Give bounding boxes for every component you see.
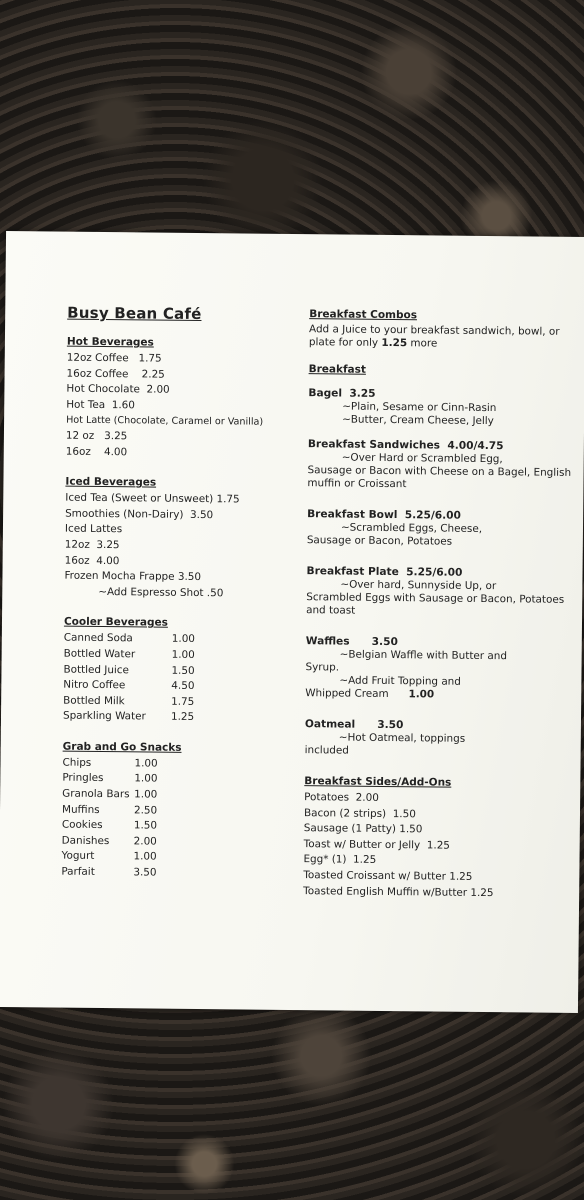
item-price: 3.50: [377, 718, 404, 732]
menu-line: Hot Latte (Chocolate, Caramel or Vanilla): [66, 414, 264, 429]
item-description: ~Hot Oatmeal, toppings: [338, 731, 466, 745]
item-price: 5.25/6.00: [406, 566, 463, 579]
menu-line: 12oz Coffee 1.75: [66, 351, 162, 365]
menu-line: Egg* (1) 1.25: [303, 853, 377, 867]
item-price: 1.00: [134, 757, 158, 770]
item-description: Scrambled Eggs with Sausage or Bacon, Potatoes and toast: [306, 591, 565, 617]
item-price: 4.00/4.75: [447, 439, 504, 453]
item-name: Breakfast Plate: [306, 565, 399, 579]
item-name: Oatmeal: [304, 718, 356, 731]
item-description: ~Belgian Waffle with Butter and: [339, 648, 508, 663]
item-price: 1.00: [133, 850, 157, 864]
menu-line: 16oz 4.00: [65, 445, 128, 458]
item-price: 2.00: [133, 835, 157, 848]
item-description: ~Scrambled Eggs, Cheese,: [340, 521, 483, 535]
item-description: ~Over hard, Sunnyside Up, or: [340, 578, 497, 593]
addon-text: Whipped Cream: [305, 687, 389, 701]
breakfast-sides-heading: Breakfast Sides/Add-Ons: [304, 775, 452, 789]
menu-line: Toast w/ Butter or Jelly 1.25: [303, 837, 451, 852]
menu-line: Frozen Mocha Frappe 3.50: [64, 569, 202, 584]
menu-line: Potatoes 2.00: [304, 791, 379, 804]
breakfast-heading: Breakfast: [308, 363, 367, 376]
item-name: Sparkling Water: [62, 709, 146, 723]
item-price: 3.25: [349, 387, 376, 400]
item-description: ~Butter, Cream Cheese, Jelly: [342, 413, 494, 428]
menu-line: Toasted Croissant w/ Butter 1.25: [303, 869, 473, 883]
menu-line: 12oz 3.25: [64, 538, 120, 552]
item-price: 5.25/6.00: [404, 509, 461, 522]
item-name: Nitro Coffee: [63, 678, 126, 692]
combos-text: [309, 323, 579, 352]
menu-line: Sausage (1 Patty) 1.50: [303, 822, 423, 836]
breakfast-combos-heading: Breakfast Combos: [309, 308, 418, 322]
combos-description: Add a Juice to your breakfast sandwich, bowl, or plate for only: [308, 323, 560, 349]
item-price: 1.75: [171, 695, 195, 708]
menu-line: Smoothies (Non-Dairy) 3.50: [65, 507, 214, 521]
iced-beverages-heading: Iced Beverages: [65, 475, 157, 489]
cooler-beverages-heading: Cooler Beverages: [63, 615, 168, 630]
menu-line: Iced Lattes: [64, 522, 123, 536]
item-name: Granola Bars: [62, 787, 130, 801]
item-addon: ~Add Fruit Topping and: [339, 674, 461, 688]
menu-line: 12 oz 3.25: [65, 429, 128, 443]
addon-price: 1.00: [408, 688, 435, 701]
combos-price: 1.25: [381, 336, 408, 350]
menu-addon-line: ~Add Espresso Shot .50: [98, 585, 224, 599]
menu-row: [63, 709, 293, 727]
item-name: Yogurt: [61, 850, 95, 863]
item-description: ~Plain, Sesame or Cinn-Rasin: [342, 400, 497, 415]
item-name: Bagel: [308, 387, 343, 400]
menu-line: Hot Tea 1.60: [66, 398, 135, 412]
item-name: Chips: [62, 756, 92, 769]
item-price: 1.00: [171, 648, 195, 661]
item-price: 1.00: [134, 788, 158, 801]
item-price: 2.50: [133, 804, 158, 817]
item-description: included: [304, 744, 349, 757]
item-name: Waffles: [305, 635, 350, 648]
menu-right-column: [303, 306, 579, 902]
item-price: 1.50: [133, 819, 158, 832]
item-name: Bottled Water: [63, 647, 136, 661]
item-price: 1.00: [134, 772, 158, 786]
item-name: Muffins: [61, 803, 100, 816]
menu-line: Hot Chocolate 2.00: [66, 382, 170, 396]
snacks-heading: Grab and Go Snacks: [62, 740, 182, 754]
item-addon: [305, 687, 575, 703]
menu-line: 16oz Coffee 2.25: [66, 367, 165, 381]
item-name: Danishes: [61, 834, 110, 847]
item-name: Canned Soda: [63, 631, 133, 645]
hot-beverages-heading: Hot Beverages: [66, 335, 154, 349]
item-price: 4.50: [171, 679, 195, 693]
menu-row: [61, 865, 291, 883]
item-price: 3.50: [371, 635, 398, 649]
item-description: Sausage or Bacon, Potatoes: [306, 534, 453, 548]
item-name: Bottled Juice: [63, 663, 130, 676]
menu-line: Toasted English Muffin w/Butter 1.25: [303, 884, 494, 899]
menu-line: Iced Tea (Sweet or Unsweet) 1.75: [65, 491, 240, 506]
item-description: ~Over Hard or Scrambled Egg,: [341, 451, 503, 466]
cafe-title: Busy Bean Café: [67, 303, 202, 324]
item-price: 1.25: [170, 711, 195, 724]
item-name: Parfait: [61, 865, 95, 878]
item-name: Breakfast Bowl: [307, 508, 398, 522]
item-name: Pringles: [62, 772, 104, 785]
item-name: Breakfast Sandwiches: [307, 438, 441, 452]
menu-line: 16oz 4.00: [64, 554, 120, 567]
menu-left-column: [61, 304, 297, 883]
item-description: Sausage or Bacon with Cheese on a Bagel, English muffin or Croissant: [307, 464, 572, 491]
menu-line: Bacon (2 strips) 1.50: [303, 806, 416, 820]
item-name: Cookies: [61, 818, 103, 832]
item-description: Syrup.: [305, 661, 340, 674]
item-price: 3.50: [133, 866, 157, 879]
combos-suffix: more: [410, 337, 438, 350]
item-name: Bottled Milk: [63, 694, 125, 707]
item-price: 1.50: [171, 664, 195, 677]
item-price: 1.00: [171, 633, 196, 646]
menu-sheet: [0, 231, 584, 1013]
